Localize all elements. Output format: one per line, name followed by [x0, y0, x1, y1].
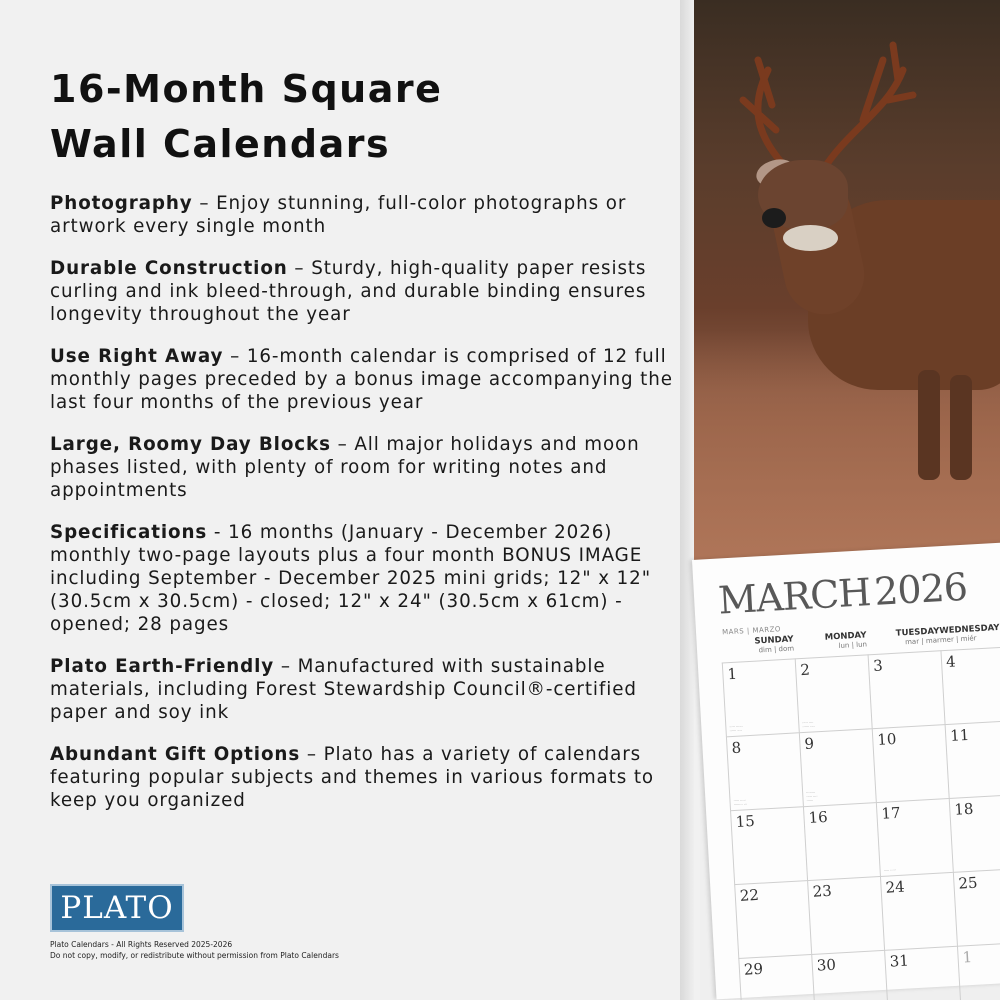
feature-text: 16-month calendar is comprised of 12 full monthly pages preceded by a bonus image accompanying the last four months of the previous year	[50, 346, 673, 413]
day-cell[interactable]	[730, 806, 807, 884]
feature-use-right-away	[50, 345, 680, 414]
day-number: 30	[816, 955, 837, 975]
day-note-lines: ····· ····· ········ ···	[733, 798, 748, 808]
day-grid	[722, 646, 1000, 1000]
day-cell[interactable]	[949, 794, 1000, 872]
day-cell[interactable]	[726, 732, 803, 810]
day-number: 9	[803, 734, 815, 753]
day-cell[interactable]	[957, 942, 1000, 1000]
day-cell[interactable]	[722, 658, 799, 736]
dow-monday	[793, 630, 867, 652]
day-cell[interactable]	[799, 728, 876, 806]
day-number: 10	[876, 729, 897, 749]
antlers-graphic	[688, 0, 1000, 200]
day-number: 1	[726, 664, 738, 684]
day-cell[interactable]	[811, 950, 888, 1000]
day-note-lines: ····· ·····	[883, 868, 896, 873]
day-cell[interactable]	[880, 872, 957, 950]
day-number: 11	[949, 725, 970, 745]
day-note-lines: ····· ···· ······ ····	[802, 720, 815, 730]
plato-logo	[50, 884, 184, 932]
feature-separator: –	[300, 744, 324, 765]
feature-separator: –	[274, 656, 298, 677]
title-line-1: 16-Month Square	[50, 67, 443, 111]
dow-name: MONDAY	[824, 630, 867, 643]
day-number: 17	[880, 803, 902, 823]
day-number: 24	[885, 877, 906, 897]
day-cell[interactable]	[795, 654, 872, 732]
day-cell[interactable]	[884, 946, 961, 1000]
feature-text: 16 months (January - December 2026) monthly two-page layouts plus a four month BONUS IMAGE including September - December 2025 mini grids; 12" x 12" (30.5cm x 30.5cm) - closed; 12" x 24" (30.5cm x 61cm) - opened; 28 pages	[50, 522, 652, 635]
copyright-line-1: Plato Calendars - All Rights Reserved 2025-2026	[50, 940, 233, 949]
feature-day-blocks	[50, 433, 680, 502]
day-cell[interactable]	[872, 724, 949, 802]
dow-sub: mer | miér	[939, 634, 977, 645]
day-cell[interactable]	[807, 876, 884, 954]
day-cell[interactable]	[734, 880, 811, 958]
feature-separator: -	[207, 522, 229, 543]
deer-leg	[950, 375, 972, 480]
calendar-preview	[680, 0, 1000, 1000]
day-number: 22	[739, 885, 760, 905]
calendar-page	[692, 542, 1000, 999]
deer-photo	[688, 0, 1000, 560]
feature-text: Enjoy stunning, full-color photographs or artwork every single month	[50, 193, 627, 237]
dow-sub: mar | mar	[904, 636, 941, 647]
feature-text: Sturdy, high-quality paper resists curling and ink bleed-through, and durable binding ensures longevity throughout the year	[50, 258, 647, 325]
feature-durable-construction	[50, 257, 680, 326]
day-cell[interactable]	[953, 868, 1000, 946]
day-number: 16	[808, 807, 829, 827]
day-number: 31	[889, 951, 910, 971]
copyright-notice	[50, 939, 339, 961]
month-year: 2026	[873, 564, 969, 614]
day-cell[interactable]	[876, 798, 953, 876]
day-cell[interactable]	[738, 954, 815, 1000]
dow-sub: dim | dom	[758, 644, 795, 655]
month-name: MARCH	[717, 570, 872, 623]
day-number: 18	[953, 799, 974, 819]
day-number: 25	[957, 873, 979, 893]
dow-wednesday	[939, 622, 1000, 644]
feature-heading: Specifications	[50, 522, 208, 543]
dow-name: TUESDAY	[895, 626, 940, 639]
day-number: 4	[945, 652, 957, 671]
logo-text: PLATO	[60, 890, 174, 926]
month-subtitle: MARS | MARZO	[721, 625, 782, 637]
day-note-lines: ····· ······ ······ ····	[729, 724, 743, 734]
day-cell[interactable]	[945, 720, 1000, 798]
day-number: 3	[872, 656, 884, 676]
feature-list	[50, 192, 680, 831]
feature-heading: Durable Construction	[50, 258, 288, 279]
day-cell[interactable]	[868, 650, 945, 728]
feature-earth-friendly	[50, 655, 680, 724]
day-number: 23	[812, 881, 833, 901]
feature-text: All major holidays and moon phases listed, with plenty of room for writing notes and appointments	[50, 434, 640, 501]
dow-name: SUNDAY	[754, 634, 794, 647]
page-edge	[680, 0, 694, 1000]
dow-name: WEDNESDAY	[939, 622, 1000, 637]
feature-separator: –	[330, 434, 355, 455]
day-note-lines: ········ ····· ···· ······	[806, 790, 818, 803]
feature-specifications	[50, 521, 680, 636]
feature-text: Manufactured with sustainable materials, including Forest Stewardship Council®-certified paper and soy ink	[50, 656, 637, 723]
day-cell[interactable]	[940, 646, 1000, 724]
month-title	[717, 565, 968, 623]
page-title	[50, 62, 442, 172]
feature-separator: –	[192, 193, 217, 214]
feature-separator: –	[287, 258, 312, 279]
feature-separator: –	[223, 346, 247, 367]
day-number: 2	[799, 660, 811, 680]
feature-heading: Large, Roomy Day Blocks	[50, 434, 331, 455]
deer-leg	[918, 370, 940, 480]
title-line-2: Wall Calendars	[50, 122, 391, 166]
day-cell[interactable]	[803, 802, 880, 880]
feature-heading: Use Right Away	[50, 346, 224, 367]
feature-photography	[50, 192, 680, 238]
feature-heading: Abundant Gift Options	[50, 744, 301, 765]
feature-text: Plato has a variety of calendars featuring popular subjects and themes in various formats to keep you organized	[50, 744, 655, 811]
day-number: 15	[735, 811, 756, 831]
feature-gift-options	[50, 743, 680, 812]
day-number-next-month: 1	[962, 947, 973, 967]
dow-sunday	[720, 634, 794, 656]
deer-nose	[762, 208, 786, 228]
day-number: 29	[743, 959, 764, 979]
dow-sub: lun | lun	[838, 640, 868, 650]
dow-tuesday	[866, 626, 940, 648]
feature-heading: Plato Earth-Friendly	[50, 656, 275, 677]
copyright-line-2: Do not copy, modify, or redistribute without permission from Plato Calendars	[50, 951, 339, 960]
day-number: 8	[731, 738, 742, 758]
deer-throat-patch	[783, 225, 838, 251]
feature-heading: Photography	[50, 193, 193, 214]
